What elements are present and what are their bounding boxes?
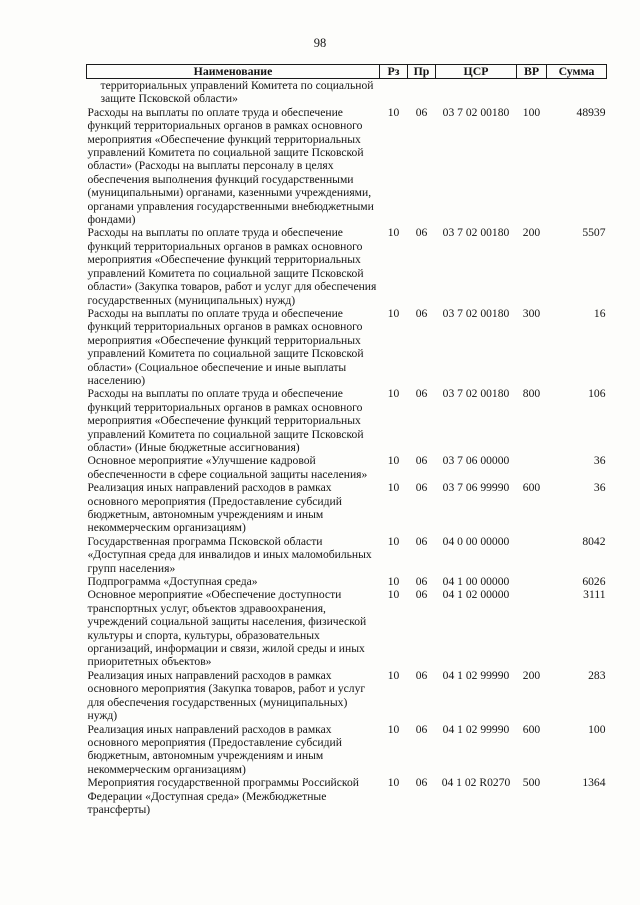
cell-vr: 200 (522, 226, 541, 240)
table-row (87, 481, 607, 535)
cell-pr (408, 79, 436, 106)
cell-pr: 06 (415, 588, 428, 602)
table-row (87, 723, 607, 777)
cell-rz: 10 (387, 575, 400, 589)
table-row (87, 535, 607, 575)
cell-pr: 06 (415, 575, 428, 589)
cell-sum: 36 (593, 481, 606, 495)
table-row (87, 106, 607, 227)
cell-sum (547, 79, 607, 106)
cell-pr: 06 (415, 105, 428, 119)
cell-pr: 06 (415, 306, 428, 320)
cell-name: Основное мероприятие «Обеспечение доступности транспортных услуг, объектов здравоохранения, учреждений социальной защиты населения, физической культуры и спорта, культуры, образовательных организаций, информации и связи, жилой среды и иных приоритетных объектов» (87, 588, 367, 669)
cell-pr: 06 (415, 226, 428, 240)
cell-vr: 600 (522, 722, 541, 736)
cell-csr: 04 1 02 R0270 (441, 776, 511, 790)
cell-csr (436, 79, 517, 106)
cell-pr: 06 (415, 387, 428, 401)
table-header-row (87, 65, 607, 79)
table-row (87, 588, 607, 668)
cell-name: Основное мероприятие «Улучшение кадровой обеспеченности в сфере социальной защиты населения» (87, 454, 368, 481)
cell-pr: 06 (415, 481, 428, 495)
cell-csr: 03 7 06 00000 (442, 454, 510, 468)
cell-csr: 04 0 00 00000 (442, 534, 510, 548)
cell-csr: 04 1 02 00000 (442, 588, 510, 602)
cell-vr (517, 454, 547, 481)
cell-rz: 10 (387, 588, 400, 602)
cell-rz: 10 (387, 722, 400, 736)
cell-name: Расходы на выплаты по оплате труда и обеспечение функций территориальных органов в рамках основного мероприятия «Обеспечение функций территориальных управлений Комитета по социальной защите Псковской области» (Расходы на выплаты персоналу в целях обеспечения выполнения функций государственными (муниципальными) органами, казенными учреждениями, органами управления государственными внебюджетными фондами) (87, 105, 374, 227)
cell-vr (517, 535, 547, 575)
cell-pr: 06 (415, 534, 428, 548)
cell-sum: 3111 (583, 588, 606, 602)
table-row (87, 226, 607, 306)
cell-sum: 5507 (582, 226, 606, 240)
cell-sum: 6026 (582, 575, 606, 589)
cell-vr: 100 (522, 105, 541, 119)
table-row (87, 307, 607, 387)
header-sum: Сумма (547, 65, 607, 79)
cell-vr (517, 588, 547, 668)
cell-rz: 10 (387, 306, 400, 320)
cell-rz: 10 (387, 776, 400, 790)
cell-sum: 100 (588, 722, 606, 736)
cell-rz: 10 (387, 534, 400, 548)
cell-csr: 04 1 02 99990 (442, 668, 510, 682)
cell-pr: 06 (415, 668, 428, 682)
cell-sum: 48939 (576, 105, 606, 119)
cell-vr: 200 (522, 668, 541, 682)
page-number: 98 (313, 36, 327, 50)
cell-name: Расходы на выплаты по оплате труда и обеспечение функций территориальных органов в рамках основного мероприятия «Обеспечение функций территориальных управлений Комитета по социальной защите Псковской области» (Социальное обеспечение и иные выплаты населению) (87, 306, 364, 387)
cell-rz (380, 79, 408, 106)
cell-csr: 04 1 02 99990 (442, 722, 510, 736)
cell-name: Государственная программа Псковской области «Доступная среда для инвалидов и иных маломобильных групп населения» (87, 534, 372, 575)
cell-csr: 03 7 02 00180 (442, 105, 510, 119)
header-rz: Рз (380, 65, 408, 79)
cell-rz: 10 (387, 387, 400, 401)
table-row (87, 669, 607, 723)
cell-sum: 8042 (582, 534, 606, 548)
cell-pr: 06 (415, 776, 428, 790)
cell-pr: 06 (415, 722, 428, 736)
cell-csr: 03 7 02 00180 (442, 306, 510, 320)
table-row (87, 575, 607, 588)
cell-name: Реализация иных направлений расходов в рамках основного мероприятия (Закупка товаров, работ и услуг для обеспечения государственных (муниципальных) нужд) (87, 668, 366, 723)
cell-vr: 500 (522, 776, 541, 790)
cell-name: Реализация иных направлений расходов в рамках основного мероприятия (Предоставление субсидий бюджетным, автономным учреждениям и иным некоммерческим организациям) (87, 481, 342, 535)
cell-name: Подпрограмма «Доступная среда» (87, 575, 258, 589)
cell-vr: 800 (522, 387, 541, 401)
cell-vr (517, 79, 547, 106)
cell-rz: 10 (387, 668, 400, 682)
cell-vr: 600 (522, 481, 541, 495)
header-csr: ЦСР (436, 65, 517, 79)
cell-name: территориальных управлений Комитета по социальной защите Псковской области» (100, 79, 374, 106)
cell-vr: 300 (522, 306, 541, 320)
budget-table (86, 64, 607, 816)
table-row (87, 776, 607, 816)
cell-sum: 1364 (582, 776, 606, 790)
cell-pr: 06 (415, 454, 428, 468)
cell-csr: 03 7 02 00180 (442, 226, 510, 240)
table-row (87, 387, 607, 454)
cell-csr: 03 7 02 00180 (442, 387, 510, 401)
cell-name: Расходы на выплаты по оплате труда и обеспечение функций территориальных органов в рамках основного мероприятия «Обеспечение функций территориальных управлений Комитета по социальной защите Псковской области» (Закупка товаров, работ и услуг для обеспечения государственных (муниципальных) нужд) (87, 226, 377, 307)
table-row (87, 454, 607, 481)
cell-csr: 03 7 06 99990 (442, 481, 510, 495)
cell-sum: 16 (593, 306, 606, 320)
cell-sum: 106 (588, 387, 606, 401)
header-pr: Пр (408, 65, 436, 79)
cell-name: Реализация иных направлений расходов в рамках основного мероприятия (Предоставление субсидий бюджетным, автономным учреждениям и иным некоммерческим организациям) (87, 722, 342, 776)
cell-sum: 36 (593, 454, 606, 468)
cell-name: Мероприятия государственной программы Российской Федерации «Доступная среда» (Межбюджетные трансферты) (87, 776, 359, 816)
cell-csr: 04 1 00 00000 (442, 575, 510, 589)
header-name: Наименование (87, 65, 380, 79)
cell-sum: 283 (588, 668, 606, 682)
cell-name: Расходы на выплаты по оплате труда и обеспечение функций территориальных органов в рамках основного мероприятия «Обеспечение функций территориальных управлений Комитета по социальной защите Псковской области» (Иные бюджетные ассигнования) (87, 387, 364, 454)
cell-vr (517, 575, 547, 588)
cell-rz: 10 (387, 105, 400, 119)
header-vr: ВР (517, 65, 547, 79)
table-row (87, 79, 607, 106)
cell-rz: 10 (387, 481, 400, 495)
cell-rz: 10 (387, 226, 400, 240)
cell-rz: 10 (387, 454, 400, 468)
